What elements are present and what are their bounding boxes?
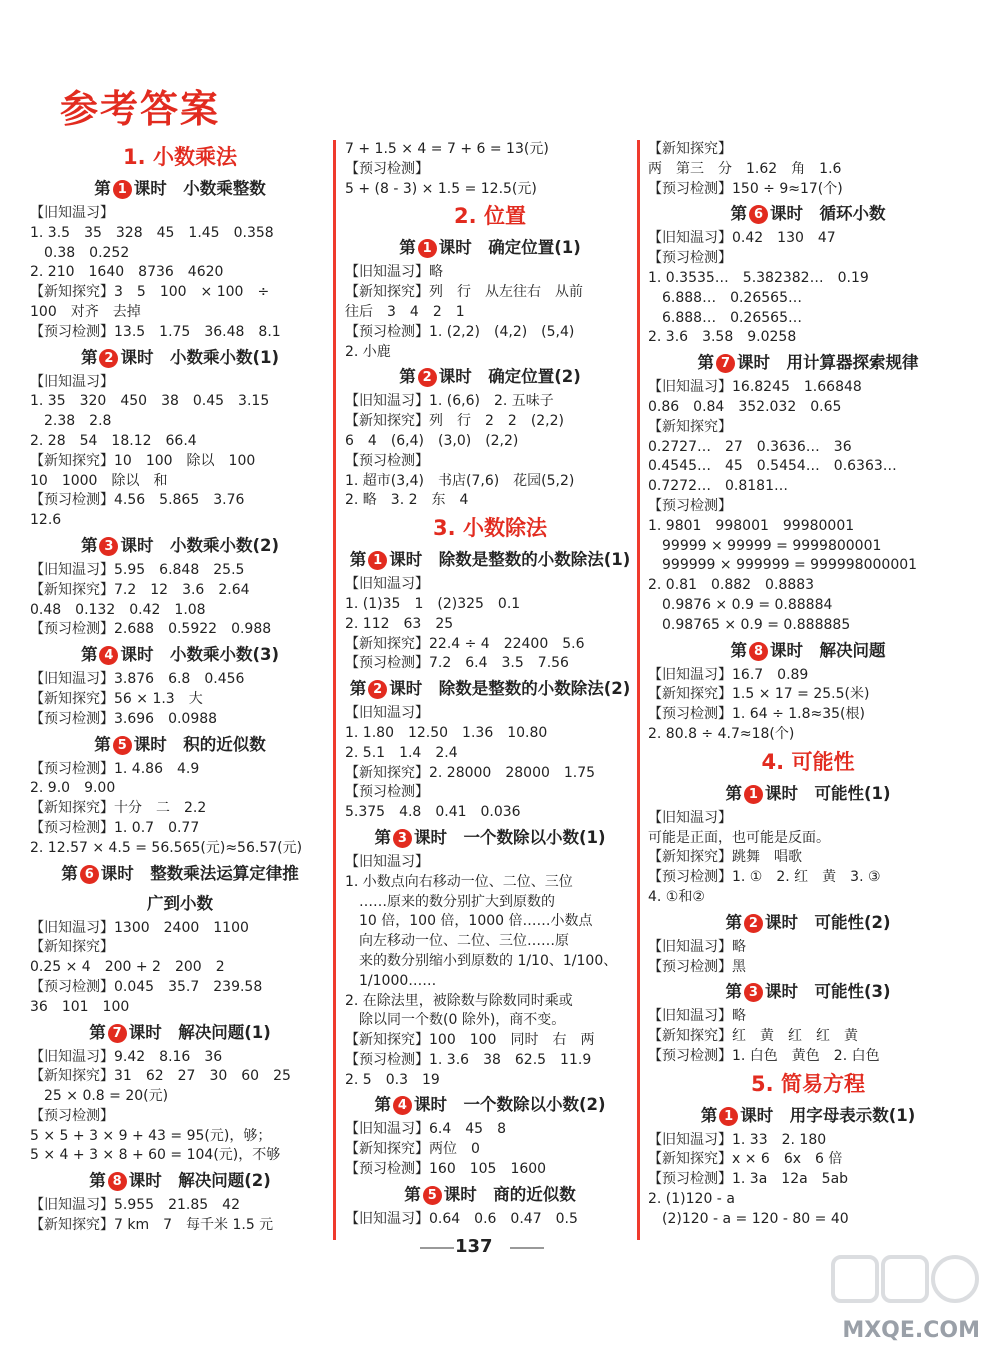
answer-line: 【旧知温习】略 [345,264,443,281]
answer-line: 0.98765 × 0.9 = 0.888885 [662,616,851,633]
lesson-title: 课时 用字母表示数(1) [740,1105,916,1125]
answer-line: 【预习检测】1. 白色 黄色 2. 白色 [648,1047,880,1064]
answer-line: 2. 9.0 9.00 [30,780,116,797]
answer-line: 1. 0.3535… 5.382382… 0.19 [648,269,869,286]
lesson-title: 课时 小数乘小数(1) [120,347,280,367]
lesson-number-badge: 6 [749,205,768,224]
answer-line: 【预习检测】 [30,1107,114,1124]
answer-line: 0.38 0.252 [44,244,130,261]
lesson-title: 课时 积的近似数 [133,734,266,754]
lesson-prefix: 第 [730,204,747,224]
lesson-heading [30,859,330,889]
answer-line: 可能是正面，也可能是反面。 [648,829,830,846]
answer-line: 【新知探究】x × 6 6x 6 倍 [648,1151,843,1168]
lesson-number-badge: 5 [113,736,132,755]
answer-line: 【旧知温习】0.64 0.6 0.47 0.5 [345,1210,578,1227]
answer-line: 【预习检测】 [648,497,732,514]
lesson-title: 课时 解决问题 [770,640,886,660]
unit-heading: 5. 简易方程 [751,1071,865,1096]
answer-line: 2. 0.81 0.882 0.8883 [648,577,815,594]
answer-line: 36 101 100 [30,998,130,1015]
lesson-number-badge: 3 [99,537,118,556]
lesson-heading [648,348,968,378]
answer-line: 【旧知温习】16.7 0.89 [648,666,809,683]
lesson-heading [345,362,635,392]
answer-line: 【预习检测】160 105 1600 [345,1161,547,1178]
answer-line: 向左移动一位、二位、三位……原 [359,933,569,950]
answer-line: 100 对齐 去掉 [30,303,141,320]
lesson-heading [30,1166,330,1196]
unit-heading: 1. 小数乘法 [123,145,237,169]
answer-line: 5 + (8 - 3) × 1.5 = 12.5(元) [345,180,537,197]
lesson-heading [648,199,968,229]
answer-line: 【旧知温习】 [30,205,114,221]
lesson-title: 课时 一个数除以小数(1) [413,827,606,847]
answer-line: 【旧知温习】6.4 45 8 [345,1121,506,1138]
answer-line: 【新知探究】10 100 除以 100 [30,452,256,469]
lesson-prefix: 第 [80,645,98,665]
answer-line: 2. 在除法里，被除数与除数同时乘或 [345,992,573,1009]
answer-line: 【旧知温习】 [345,576,429,593]
column-divider [637,140,640,1240]
lesson-prefix: 第 [404,1184,421,1204]
answer-line: 10 倍，100 倍，1000 倍……小数点 [359,913,593,930]
answer-line: 5 × 4 + 3 × 8 + 60 = 104(元)，不够 [30,1147,281,1164]
answer-line: 4. ①和② [648,888,705,905]
answer-line: 【新知探究】7 km 7 每千米 1.5 元 [30,1217,274,1234]
answer-line: 0.4545… 45 0.5454… 0.6363… [648,458,897,475]
answer-line: 【预习检测】1. ① 2. 红 黄 3. ③ [648,869,881,886]
answer-line: 【预习检测】1. 3a 12a 5ab [648,1171,849,1188]
answer-line: 【新知探究】31 62 27 30 60 25 [30,1068,291,1085]
lesson-prefix: 第 [349,679,367,699]
answer-line: 【新知探究】22.4 ÷ 4 22400 5.6 [345,635,585,652]
lesson-heading [648,908,968,938]
answer-line: 【预习检测】黑 [648,958,746,975]
lesson-number-badge: 3 [744,983,763,1002]
lesson-title: 课时 除数是整数的小数除法(1) [389,550,631,570]
lesson-number-badge: 8 [108,1172,127,1191]
lesson-number-badge: 2 [99,349,118,368]
lesson-title: 课时 一个数除以小数(2) [413,1095,606,1115]
lesson-title: 课时 确定位置(1) [438,238,581,258]
lesson-title: 课时 循环小数 [770,204,886,224]
answer-line: 【新知探究】 [648,141,732,157]
lesson-heading [345,233,635,263]
lesson-number-badge: 6 [80,865,99,884]
page-title: 参考答案 [60,87,221,131]
answer-line: 【旧知温习】5.955 21.85 42 [30,1197,240,1214]
answer-column-2 [345,140,635,1230]
unit-heading: 2. 位置 [454,204,526,229]
answer-line: 【预习检测】1. 0.7 0.77 [30,819,200,836]
answer-line: 25 × 0.8 = 20(元) [44,1088,169,1105]
lesson-heading [345,545,635,575]
answer-column-1 [30,140,330,1236]
answer-line: 【旧知温习】3.876 6.8 0.456 [30,671,245,688]
lesson-title: 课时 小数乘整数 [133,179,266,198]
lesson-title: 课时 小数乘小数(2) [120,535,280,555]
answer-line: 【新知探究】列 行 从左往右 从前 [345,284,583,301]
answer-line: 1/1000…… [359,972,437,989]
answer-line: 往后 3 4 2 1 [345,303,465,320]
lesson-number-badge: 1 [719,1107,738,1126]
lesson-prefix: 第 [697,353,714,373]
answer-line: 【旧知温习】1. (6,6) 2. 五味子 [345,393,554,410]
lesson-prefix: 第 [80,535,98,555]
answer-line: 0.9876 × 0.9 = 0.88884 [662,596,833,613]
lesson-prefix: 第 [725,912,742,932]
lesson-number-badge: 1 [113,180,132,199]
answer-line: 【旧知温习】1. 33 2. 180 [648,1131,827,1148]
answer-line: 【预习检测】0.045 35.7 239.58 [30,978,263,995]
lesson-prefix: 第 [730,640,747,660]
lesson-title: 课时 小数乘小数(3) [120,645,280,665]
answer-line: 【新知探究】3 5 100 × 100 ÷ [30,284,270,301]
page-number-rule [510,1247,544,1249]
lesson-number-badge: 1 [744,785,763,804]
answer-line: 【预习检测】2.688 0.5922 0.988 [30,621,272,638]
answer-line: 【旧知温习】 [30,373,114,390]
lesson-heading [30,343,330,373]
answer-line: 除以同一个数(0 除外)，商不变。 [359,1012,566,1029]
lesson-prefix: 第 [94,734,111,754]
answer-line: 2. 80.8 ÷ 4.7≈18(个) [648,725,795,742]
answer-line: 0.48 0.132 0.42 1.08 [30,601,206,618]
answer-line: 【新知探究】 [648,418,732,435]
lesson-heading [345,674,635,704]
answer-line: 2. (1)120 - a [648,1191,735,1208]
lesson-number-badge: 2 [368,680,387,699]
answer-line: 1. 1.80 12.50 1.36 10.80 [345,724,548,741]
page-number-rule [420,1247,454,1249]
answer-line: 0.7272… 0.8181… [648,478,788,495]
answer-line: 来的数分别缩小到原数的 1/10、1/100、 [359,952,618,969]
lesson-heading [30,174,330,204]
answer-line: 【预习检测】1. 64 ÷ 1.8≈35(根) [648,706,865,723]
lesson-heading [30,531,330,561]
answer-line: 【预习检测】 [648,250,732,267]
answer-line: 【预习检测】7.2 6.4 3.5 7.56 [345,655,569,672]
answer-line: 7 + 1.5 × 4 = 7 + 6 = 13(元) [345,141,549,157]
answer-column-3 [648,140,968,1230]
lesson-prefix: 第 [725,783,742,803]
lesson-number-badge: 2 [744,914,763,933]
answer-line: 【新知探究】红 黄 红 红 黄 [648,1028,858,1045]
answer-line: 6.888… 0.26565… [662,289,802,306]
answer-line: 【旧知温习】 [345,853,429,870]
lesson-prefix: 第 [374,827,391,847]
answer-line: 1. 9801 998001 99980001 [648,517,855,534]
answer-line: 【新知探究】2. 28000 28000 1.75 [345,764,596,781]
answer-line: 2.38 2.8 [44,413,112,430]
lesson-prefix: 第 [94,179,111,198]
answer-line: 【新知探究】列 行 2 2 (2,2) [345,413,565,430]
answer-line: 【旧知温习】 [345,705,429,722]
answer-line: 2. 小鹿 [345,343,391,360]
answer-line: 2. 28 54 18.12 66.4 [30,432,197,449]
answer-line: 2. 210 1640 8736 4620 [30,264,224,281]
answer-line: 0.2727… 27 0.3636… 36 [648,438,852,455]
answer-line: 【预习检测】4.56 5.865 3.76 [30,492,245,509]
lesson-title: 课时 用计算器探索规律 [737,353,919,373]
lesson-title: 课时 解决问题(2) [128,1171,271,1191]
lesson-number-badge: 4 [393,1096,412,1115]
answer-line: (2)120 - a = 120 - 80 = 40 [662,1210,849,1227]
answer-line: 2. 5.1 1.4 2.4 [345,744,458,761]
lesson-heading [30,730,330,760]
page-number: 137 [455,1236,493,1257]
lesson-prefix: 第 [61,863,78,883]
lesson-title: 课时 可能性(1) [764,783,891,803]
answer-line: 99999 × 99999 = 9999800001 [662,537,882,554]
lesson-prefix: 第 [349,550,367,570]
answer-line: 10 1000 除以 和 [30,472,168,489]
lesson-prefix: 第 [700,1105,718,1125]
answer-line: 0.25 × 4 200 + 2 200 2 [30,959,225,976]
lesson-number-badge: 4 [99,646,118,665]
answer-line: 5 × 5 + 3 × 9 + 43 = 95(元)，够； [30,1127,272,1144]
answer-line: 【旧知温习】9.42 8.16 36 [30,1048,223,1065]
lesson-number-badge: 7 [716,354,735,373]
lesson-number-badge: 3 [393,829,412,848]
answer-line: 【旧知温习】略 [648,1008,746,1025]
answer-line: 【预习检测】3.696 0.0988 [30,710,218,727]
answer-line: 【新知探究】56 × 1.3 大 [30,690,203,707]
lesson-prefix: 第 [80,347,98,367]
answer-line: 2. 3.6 3.58 9.0258 [648,329,797,346]
answer-line: 两 第三 分 1.62 角 1.6 [648,160,842,177]
lesson-prefix: 第 [725,982,742,1002]
answer-line: 【新知探究】 [30,939,114,956]
answer-line: 【旧知温习】0.42 130 47 [648,230,836,247]
lesson-prefix: 第 [89,1171,106,1191]
answer-line: 【新知探究】7.2 12 3.6 2.64 [30,581,250,598]
lesson-title: 课时 商的近似数 [443,1184,576,1204]
answer-line: 【预习检测】 [345,160,429,177]
answer-line: 【预习检测】 [345,452,429,469]
lesson-heading [345,823,635,853]
answer-line: 【旧知温习】 [648,809,732,826]
answer-line: 【旧知温习】略 [648,938,746,955]
answer-line: 1. 3.5 35 328 45 1.45 0.358 [30,224,274,241]
lesson-heading [345,1090,635,1120]
lesson-prefix: 第 [399,238,416,258]
answer-line: 【预习检测】1. 3.6 38 62.5 11.9 [345,1051,592,1068]
lesson-heading [648,636,968,666]
answer-line: 【旧知温习】16.8245 1.66848 [648,379,862,396]
answer-line: 【预习检测】13.5 1.75 36.48 8.1 [30,323,281,340]
answer-line: 6 4 (6,4) (3,0) (2,2) [345,432,519,449]
lesson-number-badge: 1 [368,551,387,570]
answer-line: 2. 12.57 × 4.5 = 56.565(元)≈56.57(元) [30,839,303,856]
lesson-title: 课时 可能性(3) [764,982,891,1002]
answer-line: 【新知探究】100 100 同时 右 两 [345,1032,595,1049]
lesson-heading [30,640,330,670]
answer-line: 5.375 4.8 0.41 0.036 [345,804,521,821]
unit-heading: 3. 小数除法 [433,516,547,541]
lesson-number-badge: 7 [108,1024,127,1043]
answer-line: 【新知探究】1.5 × 17 = 25.5(米) [648,686,870,703]
answer-line: 【旧知温习】1300 2400 1100 [30,919,249,936]
answer-line: 2. 112 63 25 [345,615,454,632]
answer-line: 12.6 [30,512,62,529]
answer-line: 【预习检测】 [345,784,429,801]
lesson-title: 课时 整数乘法运算定律推 [100,863,299,883]
lesson-heading [648,779,968,809]
answer-line: 1. 35 320 450 38 0.45 3.15 [30,393,270,410]
lesson-heading [30,1018,330,1048]
lesson-title-continued: 广到小数 [147,893,213,913]
answer-line: ……原来的数分别扩大到原数的 [359,893,555,910]
answer-line: 【新知探究】两位 0 [345,1141,480,1158]
lesson-title: 课时 可能性(2) [764,912,891,932]
answer-line: 2. 略 3. 2 东 4 [345,492,469,509]
answer-line: 【新知探究】跳舞 唱歌 [648,849,802,866]
lesson-heading [345,1180,635,1210]
answer-line: 【预习检测】1. 4.86 4.9 [30,760,200,777]
answer-line: 1. (1)35 1 (2)325 0.1 [345,595,521,612]
lesson-title: 课时 除数是整数的小数除法(2) [389,679,631,699]
lesson-number-badge: 5 [423,1186,442,1205]
answer-line: 0.86 0.84 352.032 0.65 [648,398,842,415]
column-divider [333,140,336,1240]
answer-line: 【预习检测】1. (2,2) (4,2) (5,4) [345,323,575,340]
unit-heading: 4. 可能性 [761,749,855,774]
answer-line: 2. 5 0.3 19 [345,1071,440,1088]
lesson-title: 课时 确定位置(2) [438,367,581,387]
answer-line: 999999 × 999999 = 999998000001 [662,557,918,574]
lesson-number-badge: 2 [418,368,437,387]
answer-line: 6.888… 0.26565… [662,309,802,326]
lesson-heading [648,1101,968,1131]
watermark-url: MXQE.COM [842,1318,980,1343]
lesson-prefix: 第 [399,367,416,387]
answer-line: 1. 小数点向右移动一位、二位、三位 [345,873,573,890]
lesson-prefix: 第 [374,1095,391,1115]
answer-line: 【新知探究】十分 二 2.2 [30,800,207,817]
lesson-title: 课时 解决问题(1) [128,1022,271,1042]
answer-line: 【旧知温习】5.95 6.848 25.5 [30,561,245,578]
lesson-number-badge: 8 [749,642,768,661]
lesson-number-badge: 1 [418,239,437,258]
lesson-heading [648,977,968,1007]
answer-line: 【预习检测】150 ÷ 9≈17(个) [648,180,843,197]
answer-line: 1. 超市(3,4) 书店(7,6) 花园(5,2) [345,472,575,489]
lesson-prefix: 第 [89,1022,106,1042]
